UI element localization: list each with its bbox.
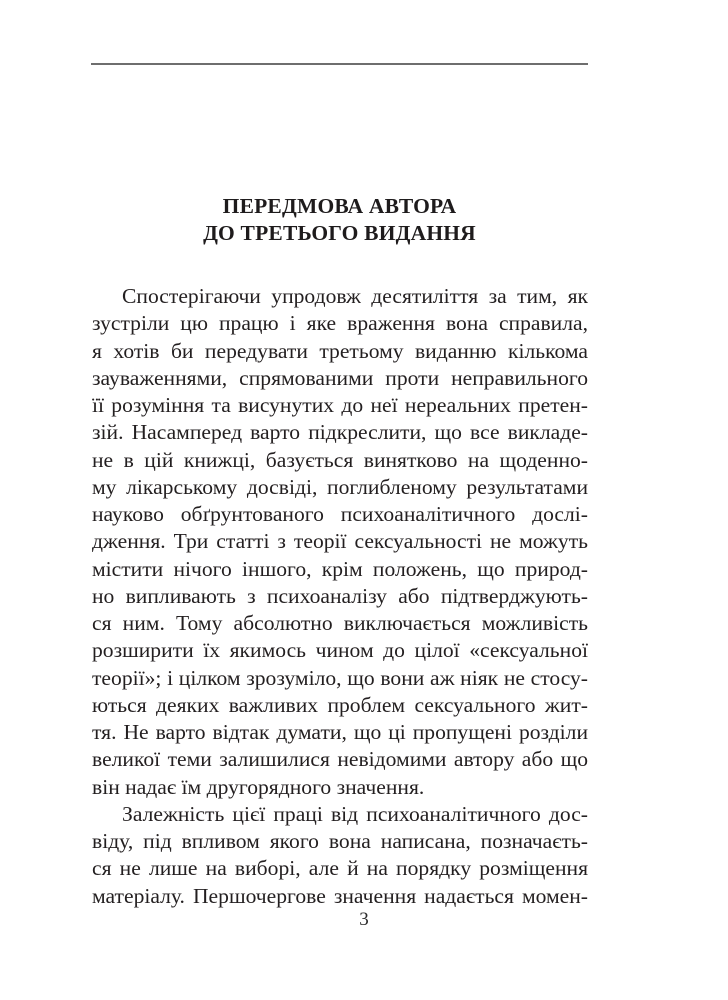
heading-line: ДО ТРЕТЬОГО ВИДАННЯ xyxy=(203,221,476,245)
text-line: її розуміння та висунутих до неї нереальних претен- xyxy=(92,393,588,417)
text-line: но випливають з психоаналізу або підтверджують- xyxy=(92,583,588,608)
page-number: 3 xyxy=(359,909,369,930)
text-line: тя. Не варто відтак думати, що ці пропущені розділи xyxy=(92,720,588,744)
text-line: теорії»; і цілком зрозуміло, що вони аж ніяк не стосу- xyxy=(92,665,588,690)
heading-line: ПЕРЕДМОВА АВТОРА xyxy=(222,194,457,218)
paragraph xyxy=(92,801,588,910)
paragraph xyxy=(92,283,588,801)
text-line: зауваженнями, спрямованими проти неправильного xyxy=(92,365,588,390)
text-line: великої теми залишилися невідомими автору або що xyxy=(92,747,588,772)
text-line: я хотів би передувати третьому виданню кількома xyxy=(92,338,588,363)
text-line: ся ним. Тому абсолютно виключається можливість xyxy=(92,611,588,635)
text-line: розширити їх якимось чином до цілої «сексуальної xyxy=(92,638,588,663)
text-line: матеріалу. Першочергове значення надається момен- xyxy=(92,883,588,908)
text-line: Спостерігаючи упродовж десятиліття за тим, як xyxy=(122,284,588,308)
text-line: містити нічого іншого, крім положень, що природ- xyxy=(92,556,588,581)
text-line: му лікарському досвіді, поглибленому результатами xyxy=(92,474,588,499)
chapter-heading xyxy=(91,193,588,247)
text-line: дження. Три статті з теорії сексуальності не можуть xyxy=(92,529,588,554)
text-line: зій. Насамперед варто підкреслити, що все викладе- xyxy=(92,420,588,445)
body-text xyxy=(92,283,588,910)
header-rule xyxy=(91,63,588,65)
text-line: зустріли цю працю і яке враження вона справила, xyxy=(92,311,588,336)
text-line: він надає їм другорядного значення. xyxy=(92,774,425,799)
text-line: Залежність цієї праці від психоаналітичного дос- xyxy=(122,801,588,826)
text-line: ся не лише на виборі, але й на порядку розміщення xyxy=(92,856,588,881)
text-line: ються деяких важливих проблем сексуального жит- xyxy=(92,692,588,717)
text-line: віду, під впливом якого вона написана, позначаєть- xyxy=(92,829,588,853)
text-line: не в цій книжці, базується винятково на щоденно- xyxy=(92,447,588,472)
text-line: науково обґрунтованого психоаналітичного дослі- xyxy=(92,502,588,526)
